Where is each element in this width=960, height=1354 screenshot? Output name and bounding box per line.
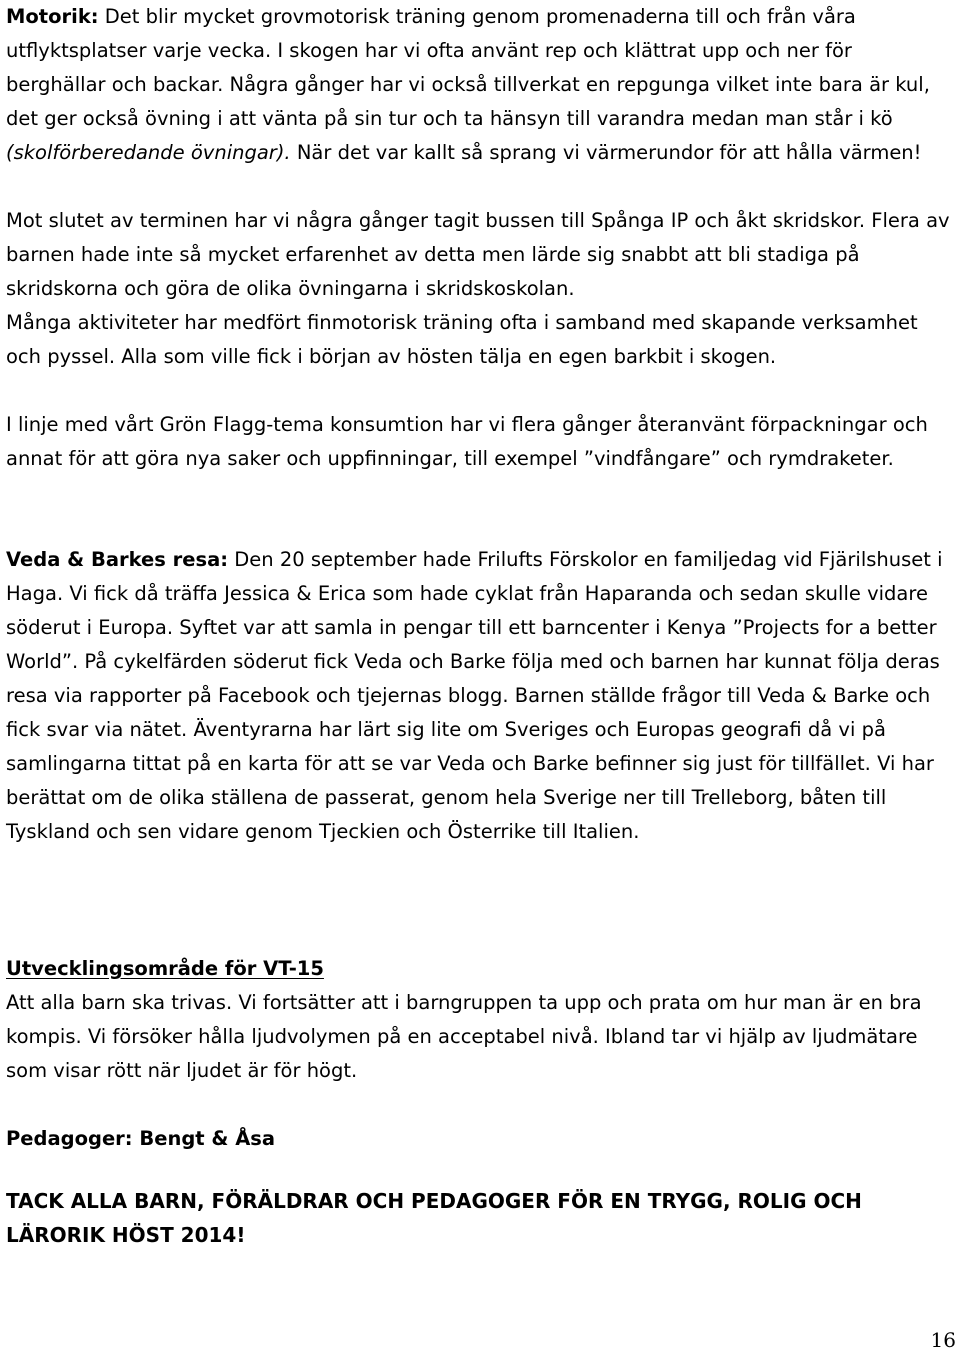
gron-flagg-paragraph: I linje med vårt Grön Flagg-tema konsumtion har vi flera gånger återanvänt förpackningar och annat för att göra nya saker och uppfinningar, till exempel ”vindfångare” och rymdraketer. <box>6 413 928 470</box>
utveckling-heading: Utvecklingsområde för VT-15 <box>6 957 324 980</box>
motorik-heading: Motorik: <box>6 5 99 28</box>
veda-heading: Veda & Barkes resa: <box>6 548 229 571</box>
utveckling-paragraph: Att alla barn ska trivas. Vi fortsätter att i barngruppen ta upp och prata om hur man är en bra kompis. Vi försöker hålla ljudvolymen på en acceptabel nivå. Ibland tar vi hjälp av ljudmätare som visar rött när ljudet är för högt. <box>6 991 922 1082</box>
finmotorik-paragraph: Många aktiviteter har medfört finmotorisk träning ofta i samband med skapande verksamhet och pyssel. Alla som ville fick i början av hösten tälja en egen barkbit i skogen. <box>6 311 918 368</box>
pedagoger-line: Pedagoger: Bengt & Åsa <box>6 1127 276 1150</box>
motorik-paragraph <box>6 0 954 170</box>
motorik-text-1: Det blir mycket grovmotorisk träning genom promenaderna till och från våra utflyktsplatser varje vecka. I skogen har vi ofta använt rep och klättrat upp och ner för berghällar och backar. Några gånger har vi också tillverkat en repgunga vilket inte bara är kul, det ger också övning i att vänta på sin tur och ta hänsyn till varandra medan man står i kö <box>6 5 930 130</box>
veda-paragraph <box>6 543 954 849</box>
skridskor-paragraph: Mot slutet av terminen har vi några gånger tagit bussen till Spånga IP och åkt skridskor. Flera av barnen hade inte så mycket erfarenhet av detta men lärde sig snabbt att bli stadiga på skridskorna och göra de olika övningarna i skridskoskolan. <box>6 209 950 300</box>
page-number: 16 <box>930 1328 956 1352</box>
motorik-text-italic: (skolförberedande övningar). <box>6 141 291 164</box>
motorik-text-2: När det var kallt så sprang vi värmerundor för att hålla värmen! <box>290 141 922 164</box>
veda-text: Den 20 september hade Frilufts Förskolor en familjedag vid Fjärilshuset i Haga. Vi fick då träffa Jessica & Erica som hade cyklat från Haparanda och sedan skulle vidare söderut i Europa. Syftet var att samla in pengar till ett barncenter i Kenya ”Projects for a better World”. På cykelfärden söderut fick Veda och Barke följa med och barnen har kunnat följa deras resa via rapporter på Facebook och tjejernas blogg. Barnen ställde frågor till Veda & Barke och fick svar via nätet. Äventyrarna har lärt sig lite om Sveriges och Europas geografi då vi på samlingarna tittat på en karta för att se var Veda och Barke befinner sig just för tillfället. Vi har berättat om de olika ställena de passerat, genom hela Sverige ner till Trelleborg, båten till Tyskland och sen vidare genom Tjeckien och Österrike till Italien. <box>6 548 943 843</box>
closing-message: TACK ALLA BARN, FÖRÄLDRAR OCH PEDAGOGER FÖR EN TRYGG, ROLIG OCH LÄRORIK HÖST 2014! <box>6 1189 862 1247</box>
